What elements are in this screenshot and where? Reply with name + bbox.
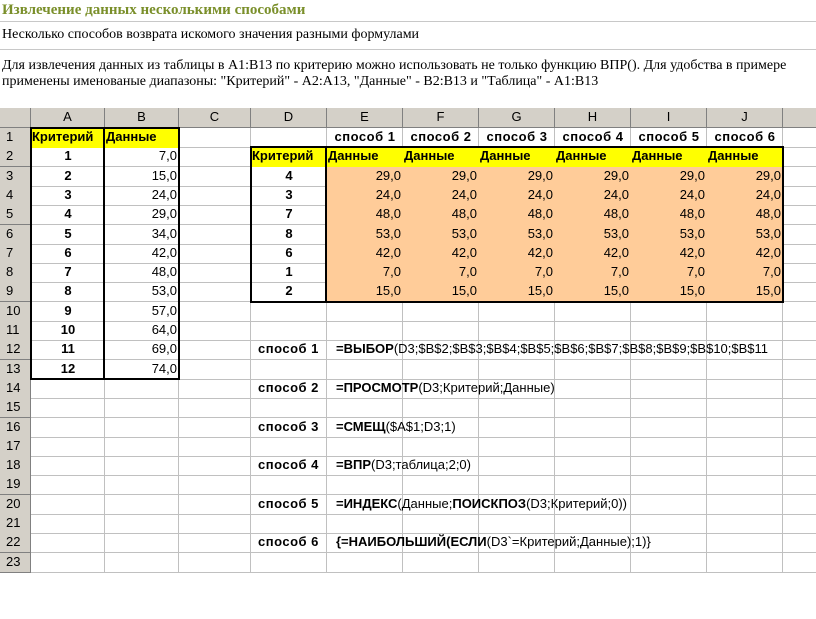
source-data-cell[interactable]: 42,0 — [151, 244, 177, 260]
row-header-14[interactable]: 14 — [0, 379, 31, 399]
formula-part: =ИНДЕКС — [336, 495, 398, 511]
result-data-cell[interactable]: 7,0 — [555, 263, 631, 283]
formula-label: способ 4 — [258, 457, 319, 473]
result-data-cell[interactable]: 42,0 — [479, 244, 555, 264]
source-data-cell[interactable]: 24,0 — [151, 186, 177, 202]
column-header-d[interactable]: D — [251, 108, 327, 128]
method-header[interactable]: способ 4 — [562, 129, 624, 144]
result-data-cell[interactable]: 24,0 — [403, 186, 479, 206]
result-data-cell[interactable]: 53,0 — [555, 225, 631, 245]
result-data-cell[interactable]: 29,0 — [707, 167, 783, 187]
formula-text[interactable] — [336, 456, 471, 474]
row-header-6[interactable]: 6 — [0, 225, 31, 245]
cell[interactable] — [479, 553, 555, 573]
row-header-18[interactable]: 18 — [0, 456, 31, 476]
divider — [0, 21, 816, 22]
row-header-15[interactable]: 15 — [0, 398, 31, 418]
source-data-cell[interactable]: 34,0 — [151, 225, 177, 241]
cell[interactable] — [179, 282, 251, 302]
cell[interactable] — [251, 475, 327, 495]
cell[interactable] — [783, 360, 816, 380]
cell[interactable] — [707, 302, 783, 322]
cell[interactable] — [555, 321, 631, 341]
cell[interactable] — [555, 302, 631, 322]
cell[interactable] — [631, 360, 707, 380]
source-criterion-cell[interactable]: 6 — [64, 244, 72, 260]
result-header[interactable]: Данные — [403, 147, 479, 167]
cell[interactable] — [783, 282, 816, 302]
formula-part: (D3;Критерий;0)) — [526, 495, 627, 511]
cell[interactable] — [783, 340, 816, 360]
cell[interactable] — [783, 514, 816, 534]
row-header-11[interactable]: 11 — [0, 321, 31, 341]
cell[interactable] — [179, 514, 251, 534]
result-data-cell[interactable]: 7,0 — [479, 263, 555, 283]
cell[interactable] — [631, 456, 707, 476]
cell[interactable] — [105, 553, 179, 573]
cell[interactable] — [783, 263, 816, 283]
row-header-10[interactable]: 10 — [0, 302, 31, 322]
cell[interactable] — [403, 437, 479, 457]
cell[interactable] — [179, 321, 251, 341]
cell[interactable] — [327, 475, 403, 495]
row-header-23[interactable]: 23 — [0, 553, 31, 573]
column-header-f[interactable]: F — [403, 108, 479, 128]
cell[interactable] — [783, 418, 816, 438]
cell[interactable] — [251, 514, 327, 534]
cell[interactable] — [105, 456, 179, 476]
row-header-9[interactable]: 9 — [0, 282, 31, 302]
column-header-k[interactable] — [783, 108, 816, 128]
result-data-cell[interactable]: 15,0 — [327, 282, 403, 302]
cell[interactable] — [403, 553, 479, 573]
spreadsheet — [0, 108, 816, 578]
cell[interactable] — [783, 147, 816, 167]
result-data-cell[interactable]: 29,0 — [631, 167, 707, 187]
cell[interactable] — [631, 475, 707, 495]
page-subtitle: Несколько способов возврата искомого значения разными формулами — [2, 27, 420, 42]
formula-label: способ 5 — [258, 495, 319, 511]
cell[interactable] — [555, 456, 631, 476]
source-criterion-cell[interactable]: 10 — [60, 322, 76, 337]
cell[interactable] — [179, 225, 251, 245]
column-header-c[interactable]: C — [179, 108, 251, 128]
method-header[interactable]: способ 6 — [714, 129, 776, 144]
divider — [0, 49, 816, 50]
cell[interactable] — [179, 533, 251, 553]
source-data-cell[interactable]: 74,0 — [151, 360, 177, 376]
result-data-cell[interactable]: 53,0 — [327, 225, 403, 245]
formula-part: (Данные; — [397, 495, 453, 511]
cell[interactable] — [555, 398, 631, 418]
result-criterion-cell[interactable]: 8 — [285, 225, 293, 241]
result-data-cell[interactable]: 53,0 — [479, 225, 555, 245]
source-data-cell[interactable]: 15,0 — [151, 167, 177, 183]
cell[interactable] — [251, 398, 327, 418]
result-data-cell[interactable]: 48,0 — [327, 205, 403, 225]
result-data-cell[interactable]: 24,0 — [707, 186, 783, 206]
formula-text[interactable] — [336, 379, 555, 397]
formula-part: (D3;таблица;2;0) — [371, 457, 471, 473]
cell[interactable] — [31, 514, 105, 534]
cell[interactable] — [783, 398, 816, 418]
result-data-cell[interactable]: 48,0 — [479, 205, 555, 225]
result-data-cell[interactable]: 7,0 — [327, 263, 403, 283]
formula-part: =ВЫБОР — [336, 341, 394, 357]
cell[interactable] — [105, 418, 179, 438]
cell[interactable] — [707, 418, 783, 438]
source-data-cell[interactable]: 29,0 — [151, 206, 177, 222]
row-header-12[interactable]: 12 — [0, 340, 31, 360]
cell[interactable] — [179, 205, 251, 225]
row-header-2[interactable]: 2 — [0, 147, 31, 167]
source-criterion-cell[interactable]: 8 — [64, 283, 72, 299]
method-header[interactable]: способ 1 — [334, 129, 396, 144]
result-criterion-cell[interactable]: 1 — [285, 264, 293, 280]
source-criterion-cell[interactable]: 4 — [64, 206, 72, 222]
cell[interactable] — [783, 244, 816, 264]
cell[interactable] — [251, 321, 327, 341]
cell[interactable] — [555, 360, 631, 380]
cell[interactable] — [327, 321, 403, 341]
cell[interactable] — [179, 495, 251, 515]
select-all-corner[interactable] — [0, 108, 31, 128]
result-data-cell[interactable]: 48,0 — [403, 205, 479, 225]
cell[interactable] — [707, 379, 783, 399]
cell[interactable] — [251, 437, 327, 457]
cell[interactable] — [31, 533, 105, 553]
cell[interactable] — [631, 437, 707, 457]
row-header-16[interactable]: 16 — [0, 418, 31, 438]
formula-text[interactable] — [336, 495, 627, 513]
cell[interactable] — [251, 553, 327, 573]
row-header-4[interactable]: 4 — [0, 186, 31, 206]
result-data-cell[interactable]: 15,0 — [479, 282, 555, 302]
cell[interactable] — [31, 398, 105, 418]
cell[interactable] — [105, 398, 179, 418]
cell[interactable] — [403, 514, 479, 534]
cell[interactable] — [403, 321, 479, 341]
cell[interactable] — [327, 302, 403, 322]
cell[interactable] — [327, 514, 403, 534]
cell[interactable] — [555, 379, 631, 399]
cell[interactable] — [631, 398, 707, 418]
result-data-cell[interactable]: 24,0 — [555, 186, 631, 206]
source-data-cell[interactable]: 69,0 — [151, 341, 177, 357]
result-criterion-cell[interactable]: 3 — [285, 186, 293, 202]
result-data-cell[interactable]: 42,0 — [327, 244, 403, 264]
formula-part: {=НАИБОЛЬШИЙ(ЕСЛИ — [336, 534, 487, 550]
row-header-13[interactable]: 13 — [0, 360, 31, 380]
row-header-7[interactable]: 7 — [0, 244, 31, 264]
cell[interactable] — [31, 456, 105, 476]
row-header-3[interactable]: 3 — [0, 167, 31, 187]
cell[interactable] — [631, 302, 707, 322]
source-header-data[interactable]: Данные — [105, 128, 179, 148]
cell[interactable] — [179, 186, 251, 206]
source-header-criterion[interactable]: Критерий — [31, 128, 105, 148]
result-data-cell[interactable]: 7,0 — [631, 263, 707, 283]
cell[interactable] — [555, 475, 631, 495]
method-header[interactable]: способ 2 — [410, 129, 472, 144]
cell[interactable] — [783, 128, 816, 148]
formula-label: способ 1 — [258, 341, 319, 357]
column-header-g[interactable]: G — [479, 108, 555, 128]
result-criterion-cell[interactable]: 6 — [285, 244, 293, 260]
cell[interactable] — [179, 456, 251, 476]
column-header-i[interactable]: I — [631, 108, 707, 128]
row-header-20[interactable]: 20 — [0, 495, 31, 515]
cell[interactable] — [631, 514, 707, 534]
cell[interactable] — [783, 167, 816, 187]
cell[interactable] — [31, 475, 105, 495]
row-header-17[interactable]: 17 — [0, 437, 31, 457]
row-header-5[interactable]: 5 — [0, 205, 31, 225]
source-criterion-cell[interactable]: 7 — [64, 264, 72, 280]
cell[interactable] — [179, 244, 251, 264]
source-criterion-cell[interactable]: 12 — [60, 360, 76, 376]
cell[interactable] — [631, 379, 707, 399]
cell[interactable] — [707, 321, 783, 341]
result-criterion-cell[interactable]: 7 — [285, 206, 293, 222]
cell[interactable] — [555, 418, 631, 438]
cell[interactable] — [403, 360, 479, 380]
cell[interactable] — [783, 379, 816, 399]
row-header-19[interactable]: 19 — [0, 475, 31, 495]
result-header[interactable]: Данные — [327, 147, 403, 167]
result-data-cell[interactable]: 29,0 — [479, 167, 555, 187]
result-data-cell[interactable]: 53,0 — [403, 225, 479, 245]
result-header[interactable]: Критерий — [251, 147, 327, 167]
cell[interactable] — [783, 205, 816, 225]
cell[interactable] — [179, 379, 251, 399]
cell[interactable] — [479, 398, 555, 418]
row-header-21[interactable]: 21 — [0, 514, 31, 534]
cell[interactable] — [179, 418, 251, 438]
cell[interactable] — [31, 553, 105, 573]
cell[interactable] — [631, 495, 707, 515]
cell[interactable] — [707, 398, 783, 418]
cell[interactable] — [179, 147, 251, 167]
cell[interactable] — [179, 340, 251, 360]
source-criterion-cell[interactable]: 5 — [64, 225, 72, 241]
cell[interactable] — [327, 360, 403, 380]
cell[interactable] — [179, 360, 251, 380]
cell[interactable] — [555, 514, 631, 534]
result-data-cell[interactable]: 42,0 — [555, 244, 631, 264]
result-data-cell[interactable]: 29,0 — [555, 167, 631, 187]
result-data-cell[interactable]: 24,0 — [327, 186, 403, 206]
cell[interactable] — [479, 475, 555, 495]
cell[interactable] — [403, 302, 479, 322]
row-header-22[interactable]: 22 — [0, 533, 31, 553]
cell[interactable] — [783, 186, 816, 206]
column-header-j[interactable]: J — [707, 108, 783, 128]
cell[interactable] — [179, 263, 251, 283]
formula-part: =ВПР — [336, 457, 371, 473]
result-data-cell[interactable]: 24,0 — [479, 186, 555, 206]
source-data-cell[interactable]: 7,0 — [158, 148, 177, 164]
cell[interactable] — [179, 167, 251, 187]
source-criterion-cell[interactable]: 11 — [61, 341, 75, 357]
cell[interactable] — [707, 456, 783, 476]
cell[interactable] — [783, 475, 816, 495]
formula-label: способ 3 — [258, 418, 319, 434]
cell[interactable] — [707, 514, 783, 534]
cell[interactable] — [105, 379, 179, 399]
result-criterion-cell[interactable]: 4 — [285, 167, 293, 183]
cell[interactable] — [31, 379, 105, 399]
cell[interactable] — [783, 437, 816, 457]
result-header[interactable]: Данные — [707, 147, 783, 167]
cell[interactable] — [251, 360, 327, 380]
cell[interactable] — [403, 398, 479, 418]
result-data-cell[interactable]: 15,0 — [707, 282, 783, 302]
result-header[interactable]: Данные — [555, 147, 631, 167]
cell[interactable] — [479, 321, 555, 341]
cell[interactable] — [179, 128, 251, 148]
row-header-8[interactable]: 8 — [0, 263, 31, 283]
result-data-cell[interactable]: 42,0 — [403, 244, 479, 264]
formula-part: =СМЕЩ — [336, 418, 386, 434]
column-header-b[interactable]: B — [105, 108, 179, 128]
result-data-cell[interactable]: 53,0 — [707, 225, 783, 245]
cell[interactable] — [783, 225, 816, 245]
result-header[interactable]: Данные — [479, 147, 555, 167]
cell[interactable] — [251, 128, 327, 148]
cell[interactable] — [479, 437, 555, 457]
cell[interactable] — [327, 398, 403, 418]
cell[interactable] — [105, 495, 179, 515]
result-data-cell[interactable]: 29,0 — [403, 167, 479, 187]
source-data-cell[interactable]: 57,0 — [151, 302, 177, 318]
cell[interactable] — [783, 321, 816, 341]
source-data-cell[interactable]: 53,0 — [151, 283, 177, 299]
formula-part: ПОИСКПОЗ — [452, 495, 527, 511]
formula-part: (D3;Критерий;Данные) — [418, 379, 555, 395]
source-criterion-cell[interactable]: 1 — [64, 148, 72, 164]
cell[interactable] — [783, 495, 816, 515]
result-data-cell[interactable]: 42,0 — [631, 244, 707, 264]
cell[interactable] — [31, 418, 105, 438]
result-data-cell[interactable]: 7,0 — [403, 263, 479, 283]
source-criterion-cell[interactable]: 9 — [64, 302, 72, 318]
formula-part: =ПРОСМОТР — [336, 379, 419, 395]
cell[interactable] — [105, 514, 179, 534]
formula-label: способ 2 — [258, 379, 319, 395]
cell[interactable] — [707, 360, 783, 380]
cell[interactable] — [31, 495, 105, 515]
cell[interactable] — [179, 398, 251, 418]
cell[interactable] — [707, 533, 783, 553]
method-header[interactable]: способ 3 — [486, 129, 548, 144]
cell[interactable] — [479, 456, 555, 476]
result-header[interactable]: Данные — [631, 147, 707, 167]
cell[interactable] — [631, 553, 707, 573]
cell[interactable] — [403, 475, 479, 495]
page-description: Для извлечения данных из таблицы в A1:B13 по критерию можно использовать не только функцию ВПР(). Для удобства в примере применены именованые диапазоны: "Критерий" - A2:A13, "Данные" - B2:B13 и "Таблица" - A1:B13 — [2, 58, 787, 89]
result-criterion-cell[interactable]: 2 — [285, 283, 293, 299]
cell[interactable] — [179, 553, 251, 573]
cell[interactable] — [105, 533, 179, 553]
result-data-cell[interactable]: 15,0 — [555, 282, 631, 302]
source-data-cell[interactable]: 48,0 — [151, 264, 177, 280]
cell[interactable] — [631, 321, 707, 341]
source-data-cell[interactable]: 64,0 — [151, 322, 177, 337]
cell[interactable] — [179, 302, 251, 322]
result-data-cell[interactable]: 24,0 — [631, 186, 707, 206]
formula-part: ($A$1;D3;1) — [385, 418, 456, 434]
column-header-e[interactable]: E — [327, 108, 403, 128]
cell[interactable] — [707, 475, 783, 495]
cell[interactable] — [105, 437, 179, 457]
result-data-cell[interactable]: 15,0 — [403, 282, 479, 302]
result-data-cell[interactable]: 29,0 — [327, 167, 403, 187]
cell[interactable] — [783, 456, 816, 476]
result-data-cell[interactable]: 42,0 — [707, 244, 783, 264]
cell[interactable] — [783, 553, 816, 573]
cell[interactable] — [105, 475, 179, 495]
formula-text[interactable] — [336, 340, 768, 358]
column-header-a[interactable]: A — [31, 108, 105, 128]
method-header[interactable]: способ 5 — [638, 129, 700, 144]
cell[interactable] — [31, 437, 105, 457]
cell[interactable] — [179, 437, 251, 457]
column-header-h[interactable]: H — [555, 108, 631, 128]
cell[interactable] — [327, 553, 403, 573]
result-data-cell[interactable]: 7,0 — [707, 263, 783, 283]
result-data-cell[interactable]: 48,0 — [707, 205, 783, 225]
formula-label: способ 6 — [258, 534, 319, 550]
formula-text[interactable] — [336, 418, 456, 436]
result-data-cell[interactable]: 15,0 — [631, 282, 707, 302]
cell[interactable] — [479, 418, 555, 438]
page-title: Извлечение данных несколькими способами — [2, 2, 306, 18]
cell[interactable] — [707, 553, 783, 573]
cell[interactable] — [479, 360, 555, 380]
cell[interactable] — [555, 437, 631, 457]
cell[interactable] — [479, 514, 555, 534]
cell[interactable] — [631, 418, 707, 438]
cell[interactable] — [783, 302, 816, 322]
cell[interactable] — [179, 475, 251, 495]
result-data-cell[interactable]: 48,0 — [631, 205, 707, 225]
result-data-cell[interactable]: 48,0 — [555, 205, 631, 225]
cell[interactable] — [479, 302, 555, 322]
row-header-1[interactable]: 1 — [0, 128, 31, 148]
source-criterion-cell[interactable]: 2 — [64, 167, 72, 183]
formula-part: (D3;$B$2;$B$3;$B$4;$B$5;$B$6;$B$7;$B$8;$B$9;$B$10;$B$11 — [393, 341, 769, 357]
source-criterion-cell[interactable]: 3 — [64, 186, 72, 202]
formula-part: (D3`=Критерий;Данные);1)} — [486, 534, 651, 550]
cell[interactable] — [555, 553, 631, 573]
cell[interactable] — [707, 495, 783, 515]
cell[interactable] — [251, 302, 327, 322]
cell[interactable] — [707, 437, 783, 457]
formula-text[interactable] — [336, 533, 651, 551]
cell[interactable] — [327, 437, 403, 457]
cell[interactable] — [783, 533, 816, 553]
result-data-cell[interactable]: 53,0 — [631, 225, 707, 245]
